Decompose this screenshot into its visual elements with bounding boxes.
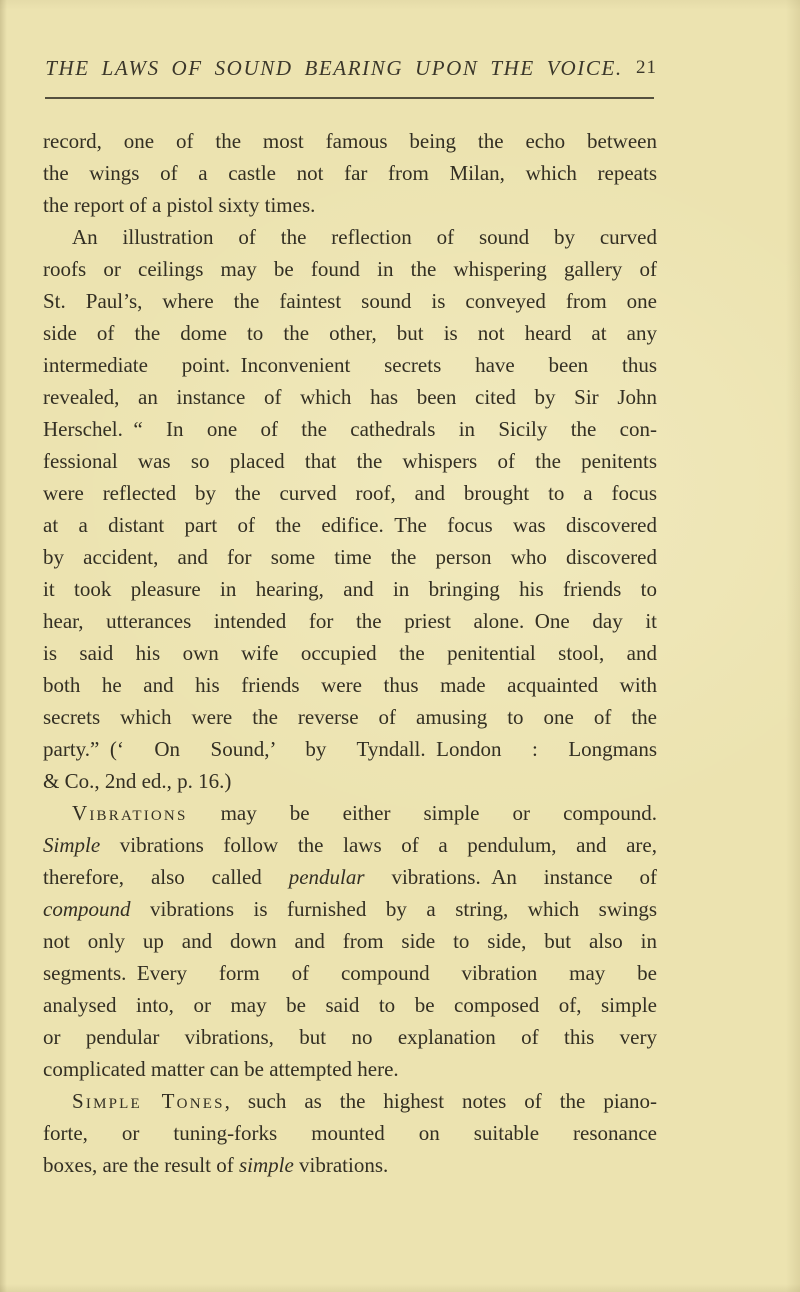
text-line [43, 413, 657, 445]
text-line [43, 189, 657, 221]
text-segment: compound [43, 897, 131, 921]
running-header [45, 53, 657, 83]
text-line [43, 349, 657, 381]
text-line [43, 573, 657, 605]
text-line [43, 829, 657, 861]
text-segment: is said his own wife occupied the penitential stool, and [43, 641, 657, 665]
text-segment: party.” (‘ On Sound,’ by Tyndall. London : Longmans [43, 737, 657, 761]
text-segment: fessional was so placed that the whispers of the penitents [43, 449, 657, 473]
paragraph [43, 125, 657, 221]
text-line [43, 893, 657, 925]
text-segment: vibrations. [293, 1153, 389, 1177]
text-line [43, 381, 657, 413]
text-segment: both he and his friends were thus made acquainted with [43, 673, 657, 697]
text-line [43, 957, 657, 989]
text-segment: simple [238, 1153, 294, 1177]
text-line [43, 637, 657, 669]
paragraph [43, 221, 657, 797]
text-segment: by accident, and for some time the person who discovered [43, 545, 657, 569]
text-line [43, 861, 657, 893]
text-segment: at a distant part of the edifice. The focus was discovered [43, 513, 657, 537]
text-line [43, 1021, 657, 1053]
text-segment: segments. Every form of compound vibration may be [43, 961, 657, 985]
text-line [43, 733, 657, 765]
page-number: 21 [636, 57, 657, 78]
paragraph [43, 797, 657, 1085]
text-line [43, 317, 657, 349]
text-line [43, 701, 657, 733]
text-segment: forte, or tuning-forks mounted on suitable resonance [43, 1121, 657, 1145]
text-segment: were reflected by the curved roof, and brought to a focus [43, 481, 657, 505]
text-segment: secrets which were the reverse of amusing to one of the [43, 705, 657, 729]
text-line [43, 157, 657, 189]
text-line [43, 1053, 657, 1085]
text-segment: side of the dome to the other, but is not heard at any [43, 321, 657, 345]
text-line [43, 1117, 657, 1149]
page-body [43, 125, 657, 1181]
text-segment: record, one of the most famous being the echo between [43, 129, 657, 153]
text-segment: vibrations is furnished by a string, which swings [130, 897, 657, 921]
text-segment: Simple [43, 833, 101, 857]
text-segment: not only up and down and from side to side, but also in [43, 929, 657, 953]
header-rule [45, 97, 654, 99]
text-segment: Simple Tones [72, 1089, 225, 1113]
text-line [43, 509, 657, 541]
text-segment: or pendular vibrations, but no explanation of this very [43, 1025, 657, 1049]
text-segment: & Co., 2nd ed., p. 16.) [43, 769, 232, 793]
text-line [43, 605, 657, 637]
text-segment: St. Paul’s, where the faintest sound is conveyed from one [43, 289, 657, 313]
text-segment: Vibrations [72, 801, 188, 825]
text-segment: roofs or ceilings may be found in the whispering gallery of [43, 257, 657, 281]
running-header-title: THE LAWS OF SOUND BEARING UPON THE VOICE. [45, 56, 623, 80]
text-line [43, 765, 657, 797]
text-segment: intermediate point. Inconvenient secrets have been thus [43, 353, 657, 377]
text-segment: vibrations follow the laws of a pendulum, and are, [100, 833, 657, 857]
text-line [43, 253, 657, 285]
text-segment: the wings of a castle not far from Milan, which repeats [43, 161, 657, 185]
text-line [43, 541, 657, 573]
text-segment: the report of a pistol sixty times. [43, 193, 316, 217]
text-line [43, 285, 657, 317]
text-segment: boxes, are the result of [43, 1153, 239, 1177]
text-line [43, 125, 657, 157]
text-line [43, 1085, 657, 1117]
text-segment: may be either simple or compound. [187, 801, 657, 825]
text-segment: pendular [288, 865, 365, 889]
text-segment: Herschel. “ In one of the cathedrals in Sicily the con- [43, 417, 657, 441]
text-line [43, 797, 657, 829]
text-segment: therefore, also called [43, 865, 289, 889]
text-line [43, 477, 657, 509]
text-segment: it took pleasure in hearing, and in bringing his friends to [43, 577, 657, 601]
text-segment: complicated matter can be attempted here. [43, 1057, 399, 1081]
text-line [43, 925, 657, 957]
text-line [43, 445, 657, 477]
text-segment: , such as the highest notes of the piano- [224, 1089, 657, 1113]
text-line [43, 1149, 657, 1181]
text-line [43, 221, 657, 253]
text-segment: hear, utterances intended for the priest alone. One day it [43, 609, 657, 633]
text-line [43, 989, 657, 1021]
text-segment: revealed, an instance of which has been cited by Sir John [43, 385, 657, 409]
text-segment: analysed into, or may be said to be composed of, simple [43, 993, 657, 1017]
paragraph [43, 1085, 657, 1181]
text-segment: vibrations. An instance of [364, 865, 657, 889]
text-line [43, 669, 657, 701]
text-segment: An illustration of the reflection of sound by curved [72, 225, 657, 249]
